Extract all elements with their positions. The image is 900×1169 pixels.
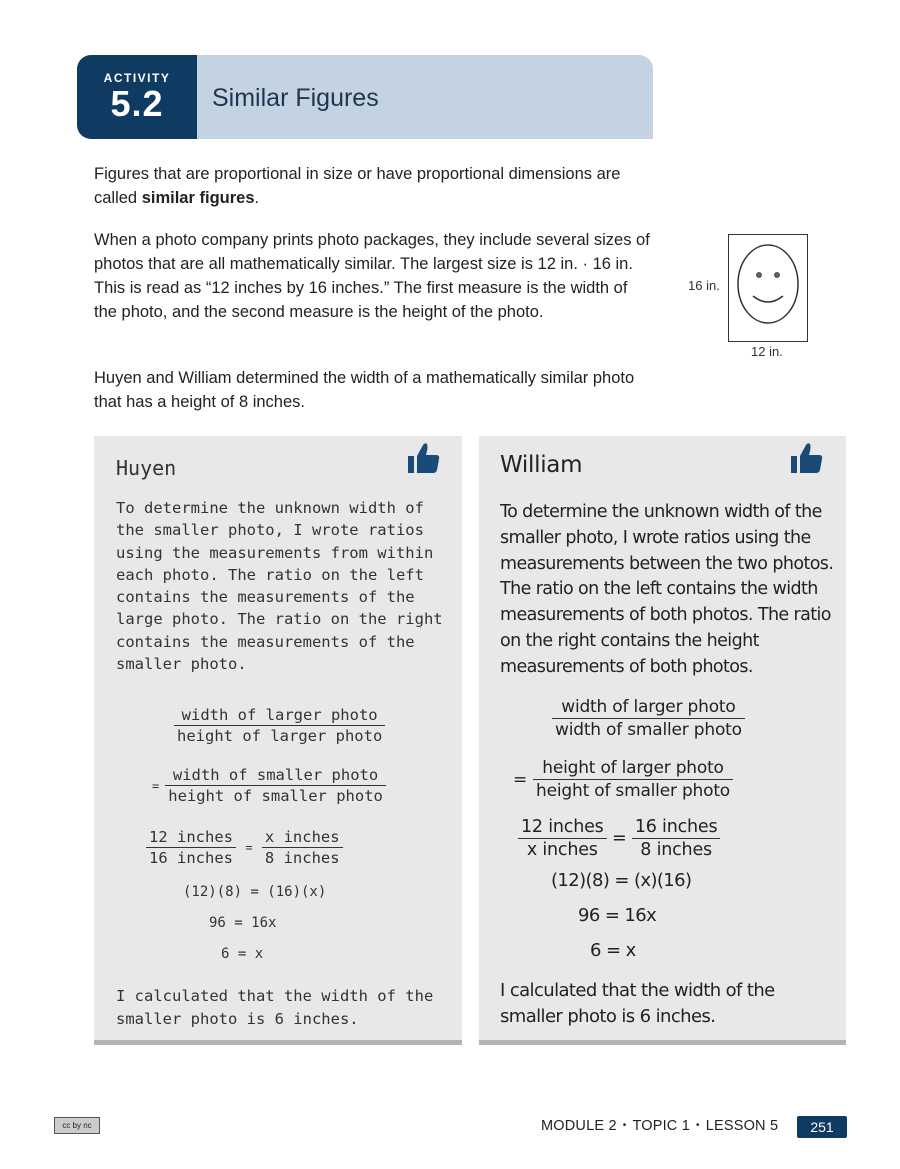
william-conclusion: I calculated that the width of the smaller photo is 6 inches. xyxy=(500,980,775,1027)
william-step-2: 96 = 16x xyxy=(578,905,657,926)
equals-sign: = xyxy=(245,840,253,855)
fraction-numerator: 16 inches xyxy=(632,817,721,839)
fraction-numerator: width of larger photo xyxy=(552,697,745,719)
activity-label: ACTIVITY xyxy=(103,71,171,85)
huyen-name: Huyen xyxy=(116,456,177,480)
huyen-proportion xyxy=(146,828,343,867)
huyen-step-1: (12)(8) = (16)(x) xyxy=(183,884,327,900)
fraction-denominator: 8 inches xyxy=(264,849,340,867)
fraction-numerator: width of smaller photo xyxy=(165,766,386,786)
footer-breadcrumb xyxy=(541,1118,778,1134)
intro-paragraph-1: Figures that are proportional in size or have proportional dimensions are called similar figures. xyxy=(94,165,621,207)
footer-module: MODULE 2 xyxy=(541,1118,617,1134)
huyen-ratio-1 xyxy=(174,706,385,745)
footer-topic: TOPIC 1 xyxy=(632,1118,690,1134)
smiley-face-icon xyxy=(729,235,807,341)
william-explanation: To determine the unknown width of the smaller photo, I wrote ratios using the measurements between the two photos. The ratio on the left contains the width measurements of both photos. The ratio on the right contains the height measurements of both photos. xyxy=(500,502,834,677)
equals-sign: = xyxy=(513,769,528,790)
equals-sign: = xyxy=(611,828,627,849)
william-ratio-1 xyxy=(552,697,745,740)
equals-sign: = xyxy=(152,778,160,793)
intro-paragraph-2: When a photo company prints photo packages, they include several sizes of photos that are all mathematically similar. The largest size is 12 in. · 16 in. This is read as “12 inches by 16 inches.” The first measure is the width of the photo, and the second measure is the height of the photo. xyxy=(94,231,650,321)
fraction-denominator: height of smaller photo xyxy=(536,781,730,801)
fraction-denominator: 16 inches xyxy=(149,849,233,867)
fraction-denominator: height of smaller photo xyxy=(168,787,383,805)
activity-number: 5.2 xyxy=(110,83,164,124)
fraction-numerator: 12 inches xyxy=(146,828,236,848)
footer-separator: • xyxy=(695,1120,700,1131)
page-number: 251 xyxy=(797,1116,847,1138)
william-ratio-2 xyxy=(513,758,733,801)
fraction-denominator: 8 inches xyxy=(640,840,712,860)
fraction-numerator: height of larger photo xyxy=(533,758,733,780)
license-badge: cc by nc xyxy=(54,1117,100,1134)
huyen-explanation: To determine the unknown width of the smaller photo, I wrote ratios using the measurements from within each photo. The ratio on the left contains the measurements of the large photo. The ratio on the right contains the measurements of the smaller photo. xyxy=(116,499,443,674)
fraction-numerator: 12 inches xyxy=(518,817,607,839)
william-step-1: (12)(8) = (x)(16) xyxy=(551,870,692,891)
huyen-conclusion: I calculated that the width of the smaller photo is 6 inches. xyxy=(116,987,434,1028)
thumbs-up-icon xyxy=(407,441,441,475)
activity-badge xyxy=(77,55,197,139)
huyen-step-3: 6 = x xyxy=(221,946,264,962)
fraction-denominator: height of larger photo xyxy=(177,727,383,745)
william-proportion xyxy=(518,817,720,860)
footer-lesson: LESSON 5 xyxy=(705,1118,779,1134)
thumbs-up-icon xyxy=(790,441,824,475)
footer-separator: • xyxy=(622,1120,627,1131)
william-step-3: 6 = x xyxy=(590,940,636,961)
intro-paragraph-3: Huyen and William determined the width of a mathematically similar photo that has a height of 8 inches. xyxy=(94,369,635,411)
fraction-denominator: x inches xyxy=(526,840,598,860)
william-name: William xyxy=(500,452,583,478)
page-title: Similar Figures xyxy=(212,84,379,112)
fraction-denominator: width of smaller photo xyxy=(555,720,742,740)
width-label: 12 in. xyxy=(751,344,783,359)
photo-figure xyxy=(728,234,808,342)
bold-term: similar figures xyxy=(141,189,255,207)
huyen-step-2: 96 = 16x xyxy=(209,915,277,931)
huyen-ratio-2 xyxy=(152,766,386,805)
fraction-numerator: x inches xyxy=(262,828,343,848)
fraction-numerator: width of larger photo xyxy=(174,706,385,726)
height-label: 16 in. xyxy=(688,278,720,293)
